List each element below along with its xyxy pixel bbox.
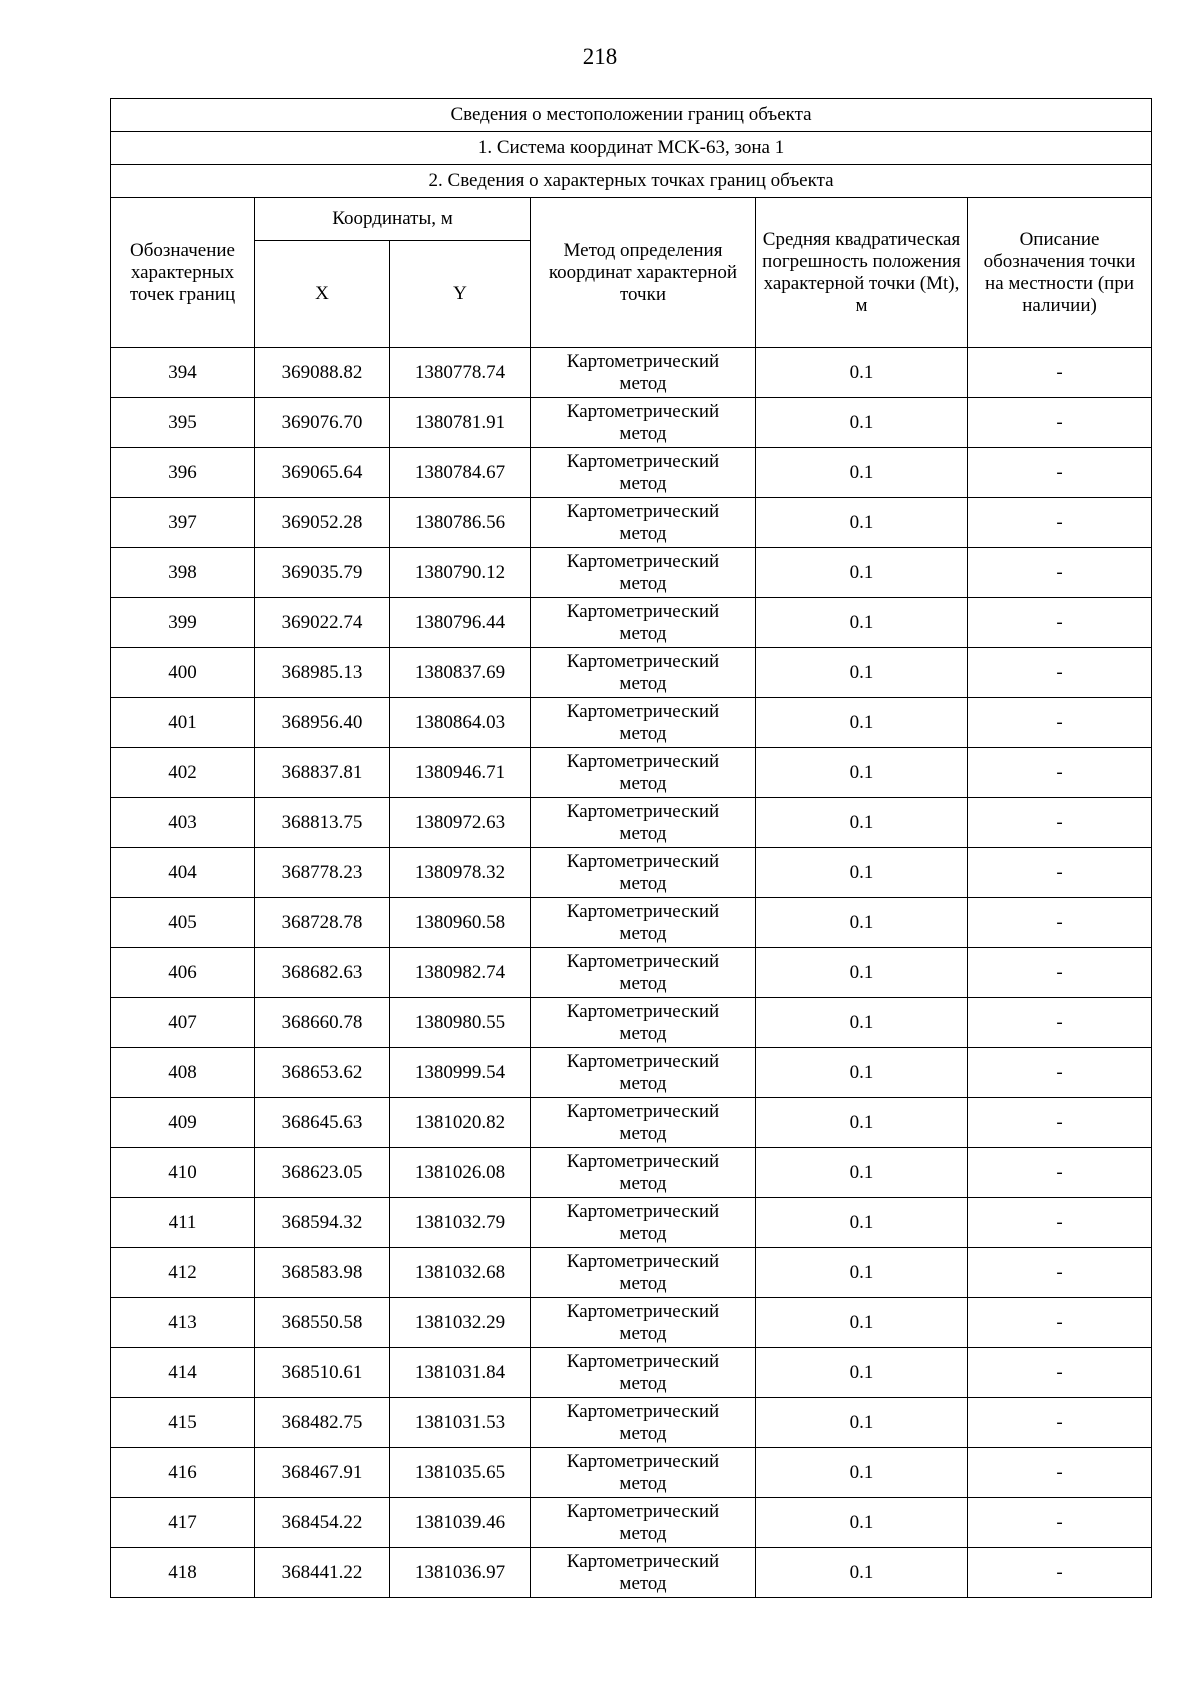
y-cell: 1380972.63	[390, 798, 531, 848]
table-row	[111, 1498, 1152, 1548]
x-cell: 368813.75	[255, 798, 390, 848]
method-cell	[531, 548, 756, 598]
method-line-1: Картометрический	[566, 750, 720, 772]
method-line-2: метод	[619, 1322, 667, 1344]
table-row	[111, 498, 1152, 548]
method-line-1: Картометрический	[566, 850, 720, 872]
header-point: Обозначение характерных точек границ	[111, 198, 255, 348]
method-cell	[531, 448, 756, 498]
method-cell	[531, 1148, 756, 1198]
point-cell: 404	[111, 848, 255, 898]
description-cell: -	[968, 1448, 1152, 1498]
table-row	[111, 398, 1152, 448]
point-cell: 415	[111, 1398, 255, 1448]
description-cell: -	[968, 698, 1152, 748]
error-cell: 0.1	[756, 498, 968, 548]
header-coordinates: Координаты, м	[255, 198, 531, 241]
header-error: Средняя квадратическая погрешность положения характерной точки (Mt), м	[756, 198, 968, 348]
method-line-2: метод	[619, 1572, 667, 1594]
y-cell: 1380837.69	[390, 648, 531, 698]
y-cell: 1380790.12	[390, 548, 531, 598]
table-row	[111, 898, 1152, 948]
method-cell	[531, 1298, 756, 1348]
error-cell: 0.1	[756, 1198, 968, 1248]
point-cell: 409	[111, 1098, 255, 1148]
method-cell	[531, 1498, 756, 1548]
y-cell: 1381031.53	[390, 1398, 531, 1448]
method-line-2: метод	[619, 622, 667, 644]
method-line-2: метод	[619, 922, 667, 944]
y-cell: 1380786.56	[390, 498, 531, 548]
description-cell: -	[968, 548, 1152, 598]
table-row	[111, 1548, 1152, 1598]
error-cell: 0.1	[756, 998, 968, 1048]
method-cell	[531, 748, 756, 798]
table-row	[111, 948, 1152, 998]
description-cell: -	[968, 1248, 1152, 1298]
table-row	[111, 998, 1152, 1048]
y-cell: 1380982.74	[390, 948, 531, 998]
description-cell: -	[968, 598, 1152, 648]
error-cell: 0.1	[756, 448, 968, 498]
x-cell: 368985.13	[255, 648, 390, 698]
x-cell: 368623.05	[255, 1148, 390, 1198]
method-cell	[531, 898, 756, 948]
method-line-1: Картометрический	[566, 1400, 720, 1422]
x-cell: 368482.75	[255, 1398, 390, 1448]
description-cell: -	[968, 498, 1152, 548]
x-cell: 369052.28	[255, 498, 390, 548]
table-row	[111, 548, 1152, 598]
x-cell: 368510.61	[255, 1348, 390, 1398]
y-cell: 1381032.68	[390, 1248, 531, 1298]
method-line-1: Картометрический	[566, 1000, 720, 1022]
header-y: Y	[390, 241, 531, 348]
table-row	[111, 1098, 1152, 1148]
point-cell: 408	[111, 1048, 255, 1098]
x-cell: 368594.32	[255, 1198, 390, 1248]
y-cell: 1381032.29	[390, 1298, 531, 1348]
y-cell: 1380999.54	[390, 1048, 531, 1098]
description-cell: -	[968, 348, 1152, 398]
y-cell: 1380946.71	[390, 748, 531, 798]
y-cell: 1380864.03	[390, 698, 531, 748]
method-cell	[531, 348, 756, 398]
x-cell: 368660.78	[255, 998, 390, 1048]
description-cell: -	[968, 1048, 1152, 1098]
header-method: Метод определения координат характерной точки	[531, 198, 756, 348]
x-cell: 368728.78	[255, 898, 390, 948]
y-cell: 1381035.65	[390, 1448, 531, 1498]
description-cell: -	[968, 1498, 1152, 1548]
y-cell: 1381020.82	[390, 1098, 531, 1148]
error-cell: 0.1	[756, 1248, 968, 1298]
method-line-1: Картометрический	[566, 650, 720, 672]
method-line-1: Картометрический	[566, 800, 720, 822]
table-title: Сведения о местоположении границ объекта	[111, 99, 1152, 132]
y-cell: 1380796.44	[390, 598, 531, 648]
method-line-1: Картометрический	[566, 1550, 720, 1572]
x-cell: 369088.82	[255, 348, 390, 398]
x-cell: 368778.23	[255, 848, 390, 898]
table-row	[111, 448, 1152, 498]
method-line-1: Картометрический	[566, 1300, 720, 1322]
point-cell: 410	[111, 1148, 255, 1198]
point-cell: 411	[111, 1198, 255, 1248]
error-cell: 0.1	[756, 1548, 968, 1598]
table-row	[111, 1248, 1152, 1298]
method-line-1: Картометрический	[566, 550, 720, 572]
error-cell: 0.1	[756, 548, 968, 598]
method-line-1: Картометрический	[566, 500, 720, 522]
method-line-1: Картометрический	[566, 1500, 720, 1522]
point-cell: 396	[111, 448, 255, 498]
error-cell: 0.1	[756, 698, 968, 748]
method-cell	[531, 998, 756, 1048]
page-number: 218	[582, 44, 618, 69]
error-cell: 0.1	[756, 848, 968, 898]
x-cell: 368645.63	[255, 1098, 390, 1148]
point-cell: 418	[111, 1548, 255, 1598]
method-line-2: метод	[619, 1472, 667, 1494]
method-line-1: Картометрический	[566, 1450, 720, 1472]
method-line-2: метод	[619, 1422, 667, 1444]
point-cell: 412	[111, 1248, 255, 1298]
method-line-2: метод	[619, 472, 667, 494]
y-cell: 1380781.91	[390, 398, 531, 448]
table-row	[111, 1148, 1152, 1198]
table-row	[111, 1398, 1152, 1448]
error-cell: 0.1	[756, 1448, 968, 1498]
method-line-2: метод	[619, 772, 667, 794]
table-row	[111, 798, 1152, 848]
description-cell: -	[968, 798, 1152, 848]
description-cell: -	[968, 1398, 1152, 1448]
header-description: Описание обозначения точки на местности (при наличии)	[968, 198, 1152, 348]
x-cell: 369035.79	[255, 548, 390, 598]
x-cell: 368682.63	[255, 948, 390, 998]
method-line-1: Картометрический	[566, 1200, 720, 1222]
point-cell: 405	[111, 898, 255, 948]
error-cell: 0.1	[756, 598, 968, 648]
method-line-2: метод	[619, 522, 667, 544]
description-cell: -	[968, 1348, 1152, 1398]
table-row	[111, 848, 1152, 898]
error-cell: 0.1	[756, 748, 968, 798]
method-line-2: метод	[619, 822, 667, 844]
point-cell: 397	[111, 498, 255, 548]
description-cell: -	[968, 1198, 1152, 1248]
method-cell	[531, 1198, 756, 1248]
method-line-1: Картометрический	[566, 350, 720, 372]
method-line-2: метод	[619, 722, 667, 744]
method-line-2: метод	[619, 972, 667, 994]
method-line-1: Картометрический	[566, 450, 720, 472]
method-cell	[531, 1348, 756, 1398]
table-body	[111, 348, 1152, 1598]
description-cell: -	[968, 1298, 1152, 1348]
point-cell: 407	[111, 998, 255, 1048]
error-cell: 0.1	[756, 398, 968, 448]
method-line-2: метод	[619, 1222, 667, 1244]
table-row	[111, 1348, 1152, 1398]
method-line-2: метод	[619, 1172, 667, 1194]
method-line-1: Картометрический	[566, 600, 720, 622]
table-row	[111, 348, 1152, 398]
header-x: X	[255, 241, 390, 348]
error-cell: 0.1	[756, 648, 968, 698]
method-line-2: метод	[619, 1022, 667, 1044]
method-line-2: метод	[619, 422, 667, 444]
method-line-1: Картометрический	[566, 950, 720, 972]
point-cell: 401	[111, 698, 255, 748]
x-cell: 369065.64	[255, 448, 390, 498]
method-line-2: метод	[619, 572, 667, 594]
point-cell: 400	[111, 648, 255, 698]
table-row	[111, 648, 1152, 698]
point-cell: 402	[111, 748, 255, 798]
point-cell: 413	[111, 1298, 255, 1348]
method-cell	[531, 798, 756, 848]
method-cell	[531, 1398, 756, 1448]
point-cell: 394	[111, 348, 255, 398]
y-cell: 1381039.46	[390, 1498, 531, 1548]
method-line-1: Картометрический	[566, 700, 720, 722]
description-cell: -	[968, 448, 1152, 498]
error-cell: 0.1	[756, 1348, 968, 1398]
description-cell: -	[968, 948, 1152, 998]
table-row	[111, 698, 1152, 748]
point-cell: 416	[111, 1448, 255, 1498]
method-cell	[531, 848, 756, 898]
method-cell	[531, 1448, 756, 1498]
method-cell	[531, 1248, 756, 1298]
method-cell	[531, 948, 756, 998]
x-cell: 368956.40	[255, 698, 390, 748]
method-line-1: Картометрический	[566, 1050, 720, 1072]
point-cell: 395	[111, 398, 255, 448]
error-cell: 0.1	[756, 948, 968, 998]
method-cell	[531, 1548, 756, 1598]
description-cell: -	[968, 398, 1152, 448]
x-cell: 368441.22	[255, 1548, 390, 1598]
point-cell: 417	[111, 1498, 255, 1548]
error-cell: 0.1	[756, 1498, 968, 1548]
error-cell: 0.1	[756, 1048, 968, 1098]
description-cell: -	[968, 898, 1152, 948]
y-cell: 1380778.74	[390, 348, 531, 398]
x-cell: 368550.58	[255, 1298, 390, 1348]
point-cell: 398	[111, 548, 255, 598]
error-cell: 0.1	[756, 1398, 968, 1448]
y-cell: 1381036.97	[390, 1548, 531, 1598]
method-line-1: Картометрический	[566, 400, 720, 422]
description-cell: -	[968, 648, 1152, 698]
boundary-points-table	[110, 98, 1152, 1598]
points-section-title: 2. Сведения о характерных точках границ объекта	[111, 165, 1152, 198]
method-line-1: Картометрический	[566, 900, 720, 922]
method-line-2: метод	[619, 1272, 667, 1294]
error-cell: 0.1	[756, 348, 968, 398]
y-cell: 1381031.84	[390, 1348, 531, 1398]
method-cell	[531, 1048, 756, 1098]
y-cell: 1380980.55	[390, 998, 531, 1048]
table-row	[111, 748, 1152, 798]
x-cell: 368467.91	[255, 1448, 390, 1498]
y-cell: 1380978.32	[390, 848, 531, 898]
point-cell: 406	[111, 948, 255, 998]
method-line-2: метод	[619, 1522, 667, 1544]
method-line-2: метод	[619, 1122, 667, 1144]
table-row	[111, 1048, 1152, 1098]
method-cell	[531, 698, 756, 748]
description-cell: -	[968, 1098, 1152, 1148]
y-cell: 1381026.08	[390, 1148, 531, 1198]
coordinate-system: 1. Система координат МСК-63, зона 1	[111, 132, 1152, 165]
point-cell: 414	[111, 1348, 255, 1398]
method-line-2: метод	[619, 672, 667, 694]
method-cell	[531, 648, 756, 698]
point-cell: 399	[111, 598, 255, 648]
method-line-2: метод	[619, 372, 667, 394]
x-cell: 368837.81	[255, 748, 390, 798]
description-cell: -	[968, 848, 1152, 898]
y-cell: 1381032.79	[390, 1198, 531, 1248]
x-cell: 369022.74	[255, 598, 390, 648]
method-line-1: Картометрический	[566, 1150, 720, 1172]
description-cell: -	[968, 998, 1152, 1048]
method-line-1: Картометрический	[566, 1100, 720, 1122]
method-line-2: метод	[619, 872, 667, 894]
error-cell: 0.1	[756, 1098, 968, 1148]
method-line-1: Картометрический	[566, 1350, 720, 1372]
x-cell: 368583.98	[255, 1248, 390, 1298]
method-line-2: метод	[619, 1072, 667, 1094]
error-cell: 0.1	[756, 1298, 968, 1348]
table-row	[111, 598, 1152, 648]
method-cell	[531, 398, 756, 448]
table-row	[111, 1198, 1152, 1248]
x-cell: 369076.70	[255, 398, 390, 448]
error-cell: 0.1	[756, 898, 968, 948]
table-row	[111, 1298, 1152, 1348]
y-cell: 1380960.58	[390, 898, 531, 948]
error-cell: 0.1	[756, 798, 968, 848]
description-cell: -	[968, 1548, 1152, 1598]
method-line-2: метод	[619, 1372, 667, 1394]
method-line-1: Картометрический	[566, 1250, 720, 1272]
table-row	[111, 1448, 1152, 1498]
point-cell: 403	[111, 798, 255, 848]
error-cell: 0.1	[756, 1148, 968, 1198]
y-cell: 1380784.67	[390, 448, 531, 498]
x-cell: 368454.22	[255, 1498, 390, 1548]
method-cell	[531, 1098, 756, 1148]
method-cell	[531, 498, 756, 548]
method-cell	[531, 598, 756, 648]
description-cell: -	[968, 748, 1152, 798]
description-cell: -	[968, 1148, 1152, 1198]
x-cell: 368653.62	[255, 1048, 390, 1098]
